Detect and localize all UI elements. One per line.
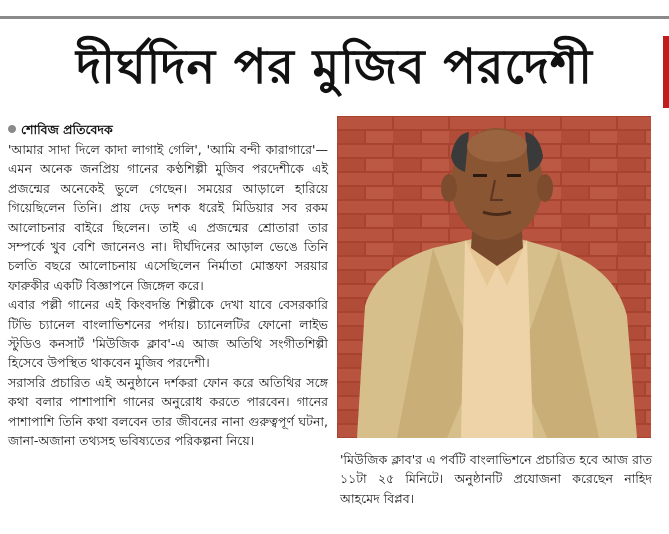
- article-paragraph: সরাসরি প্রচারিত এই অনুষ্ঠানে দর্শকরা ফোন করে অতিথির সঙ্গে কথা বলার পাশাপাশি গানের অনুরোধ করতে পারবেন। গানের পাশাপাশি তিনি কথা বলবেন তার জীবনের নানা গুরুত্বপূর্ণ ঘটনা, জানা-অজানা তথ্যসহ ভবিষ্যতের পরিকল্পনা নিয়ে।: [8, 374, 328, 449]
- article-paragraph: 'আমার সাদা দিলে কাদা লাগাই গেলি', 'আমি বন্দী কারাগারে'— এমন অনেক জনপ্রিয় গানের কণ্ঠশিল্পী মুজিব পরদেশীকে এই প্রজন্মের অনেকেই ভুলে গেছেন। সময়ের আড়ালে হারিয়ে গিয়েছিলেন তিনি। প্রায় দেড় দশক ধরেই মিডিয়ার সব রকম আলোচনার বাইরে ছিলেন। তাই এ প্রজন্মের শ্রোতারা তার সম্পর্কে খুব বেশি জানেনও না। দীর্ঘদিনের আড়াল ভেঙে তিনি চলতি বছরে আলোচনায় এসেছিলেন নির্মাতা মোস্তফা সরয়ার ফারুকীর একটি বিজ্ঞাপনে জিঙ্গেল করে।: [8, 142, 328, 293]
- headline: দীর্ঘদিন পর মুজিব পরদেশী: [76, 39, 593, 95]
- byline: [8, 122, 328, 138]
- byline-text: শোবিজ প্রতিবেদক: [21, 122, 113, 137]
- top-rule: [0, 16, 669, 19]
- article-body: [8, 140, 328, 451]
- article-paragraph: এবার পল্লী গানের এই কিংবদন্তি শিল্পীকে দেখা যাবে বেসরকারি টিভি চ্যানেল বাংলাভিশনের পর্দায়। চ্যানেলটির ফোনো লাইভ স্টুডিও কনসার্ট 'মিউজিক ক্লাব'-এ আজ অতিথি সংগীতশিল্পী হিসেবে উপস্থিত থাকবেন মুজিব পরদেশী।: [8, 297, 328, 371]
- byline-bullet-icon: [8, 125, 16, 133]
- portrait-photo: [337, 116, 651, 438]
- photo-caption: 'মিউজিক ক্লাব'র এ পর্বটি বাংলাভিশনে প্রচারিত হবে আজ রাত ১১টা ২৫ মিনিটে। অনুষ্ঠানটি প্রযোজনা করেছেন নাহিদ আহমেদ বিপ্লব।: [340, 452, 652, 506]
